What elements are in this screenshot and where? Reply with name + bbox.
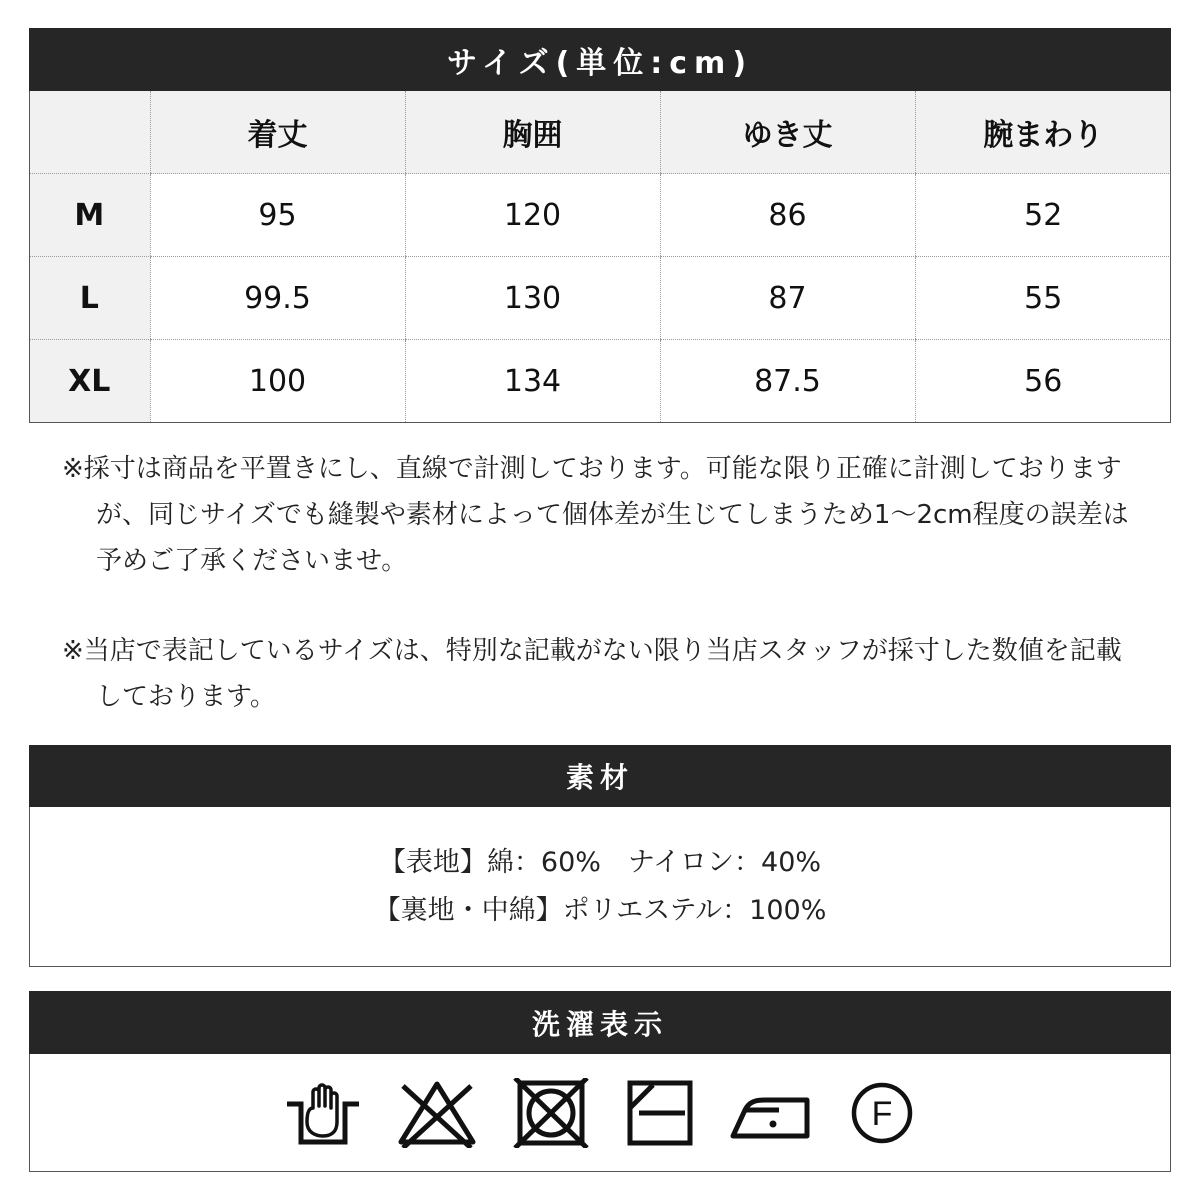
table-cell: 56 (915, 340, 1171, 423)
column-header-chest: 胸囲 (405, 91, 660, 174)
material-box (29, 807, 1171, 967)
table-cell: 100 (150, 340, 405, 423)
column-header-sleeve-length: ゆき丈 (660, 91, 915, 174)
material-section-title: 素材 (29, 745, 1171, 807)
table-row (29, 257, 1171, 340)
table-cell: 87.5 (660, 340, 915, 423)
column-header-length: 着丈 (150, 91, 405, 174)
size-label: L (29, 257, 150, 340)
wash-symbols-box (29, 1054, 1171, 1172)
no-bleach-icon (397, 1078, 477, 1148)
iron-low-temp-icon (729, 1078, 813, 1148)
column-header-arm-circumference: 腕まわり (915, 91, 1171, 174)
table-row (29, 340, 1171, 423)
table-cell: 99.5 (150, 257, 405, 340)
table-cell: 87 (660, 257, 915, 340)
dry-clean-f-label: F (871, 1095, 893, 1133)
note-measurement-method: ※採寸は商品を平置きにし、直線で計測しております。可能な限り正確に計測しておりますが、同じサイズでも縫製や素材によって個体差が生じてしまうため1～2cm程度の誤差は予めご了承くださいませ。 (62, 454, 1129, 576)
size-label: XL (29, 340, 150, 423)
table-cell: 134 (405, 340, 660, 423)
material-outer-line: 【表地】綿：60% ナイロン：40% (378, 847, 822, 878)
size-table (29, 91, 1171, 422)
measurement-notes (62, 446, 1142, 720)
size-section-title: サイズ(単位:cm) (29, 28, 1171, 91)
table-cell: 86 (660, 174, 915, 257)
table-row (29, 174, 1171, 257)
line-dry-in-shade-icon (625, 1078, 695, 1148)
table-cell: 120 (405, 174, 660, 257)
size-table-header (29, 91, 1171, 174)
note-size-source: ※当店で表記しているサイズは、特別な記載がない限り当店スタッフが採寸した数値を記載しております。 (62, 636, 1122, 712)
wash-section-title: 洗濯表示 (29, 991, 1171, 1054)
no-tumble-dry-icon (511, 1078, 591, 1148)
size-label: M (29, 174, 150, 257)
table-cell: 130 (405, 257, 660, 340)
table-corner-cell (29, 91, 150, 174)
table-cell: 52 (915, 174, 1171, 257)
dry-clean-f-icon (847, 1078, 917, 1148)
material-lining-line: 【裏地・中綿】ポリエステル：100% (373, 895, 827, 926)
hand-wash-icon (283, 1078, 363, 1148)
table-cell: 95 (150, 174, 405, 257)
table-cell: 55 (915, 257, 1171, 340)
